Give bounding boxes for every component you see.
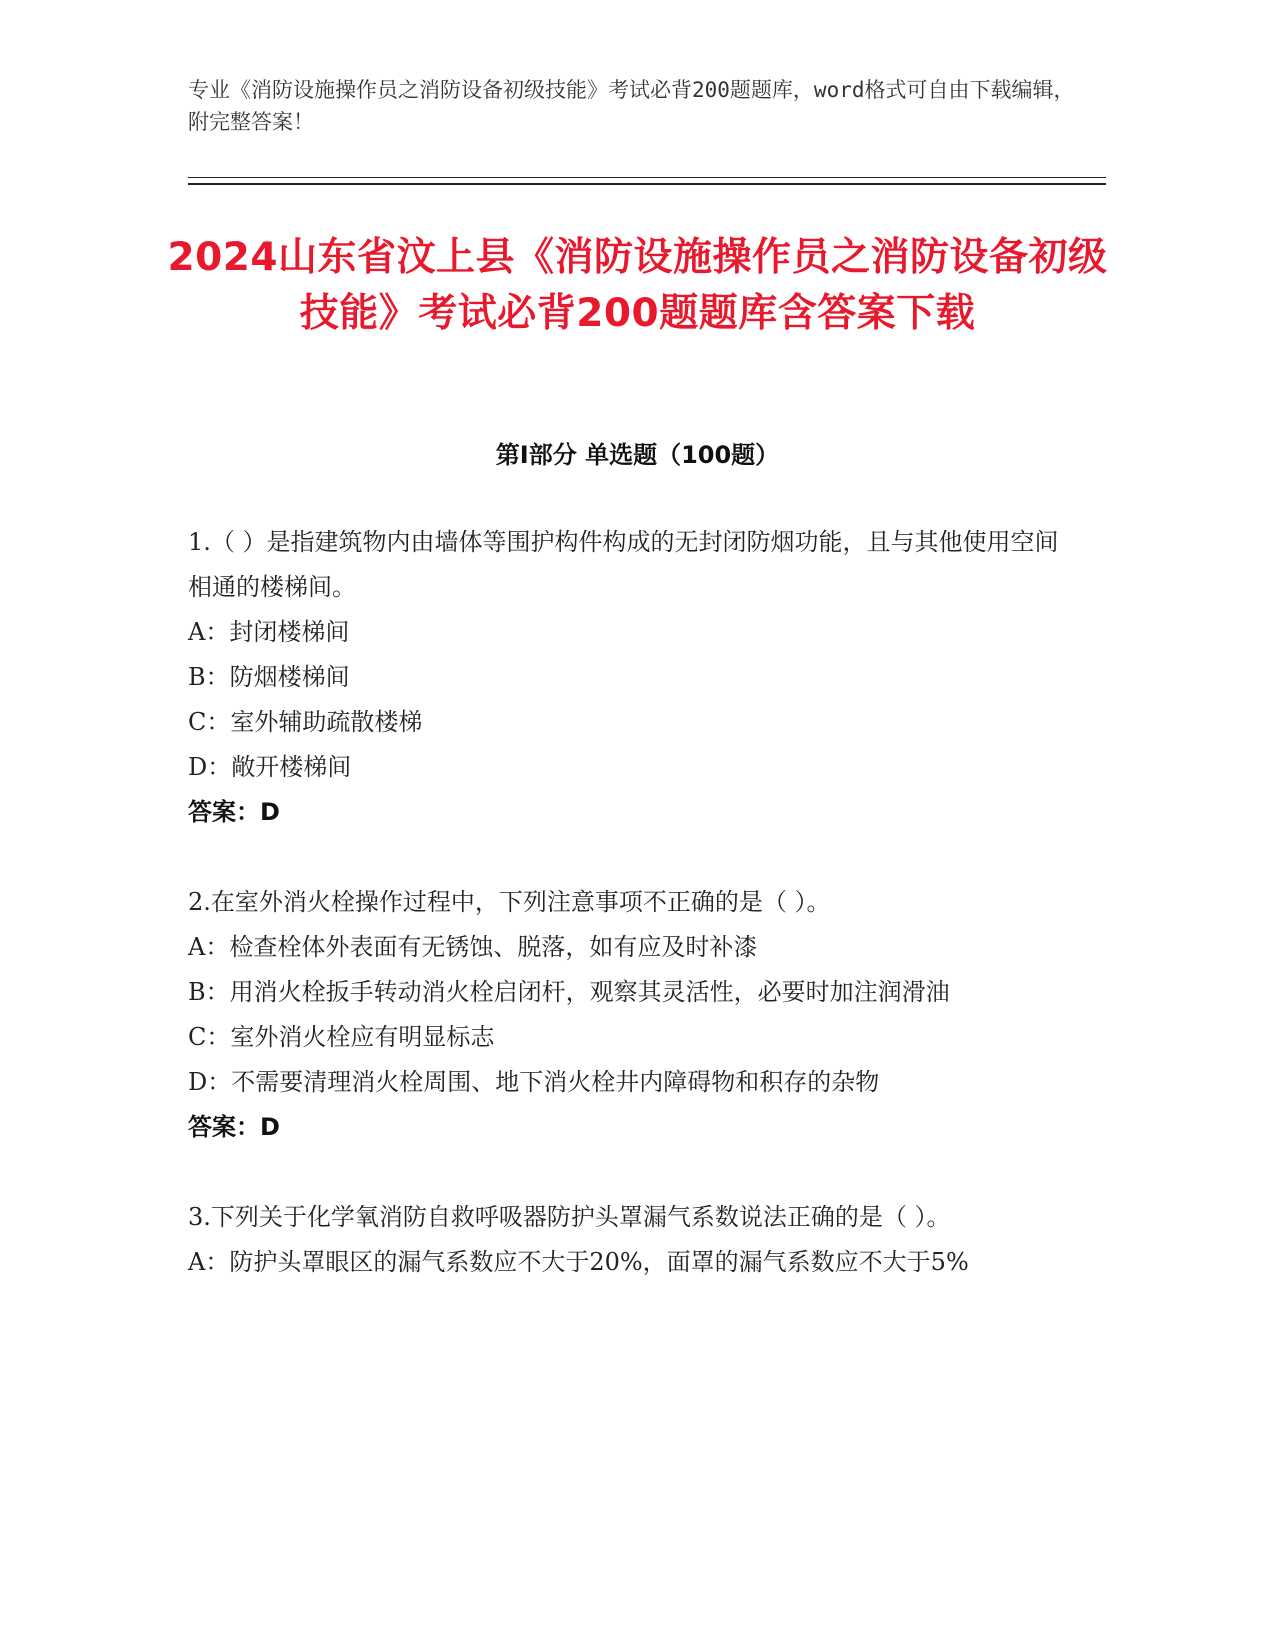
header-note: 专业《消防设施操作员之消防设备初级技能》考试必背200题题库，word格式可自由下载编辑，附完整答案！ (188, 78, 1075, 134)
question-option: A：封闭楼梯间 (188, 618, 350, 646)
question-option: C：室外消火栓应有明显标志 (188, 1023, 495, 1051)
question-answer: 答案：D (188, 1113, 280, 1141)
question-option: C：室外辅助疏散楼梯 (188, 708, 423, 736)
header-divider-thin (188, 177, 1106, 178)
question-item (188, 520, 1068, 835)
question-item (188, 880, 1068, 1150)
question-stem: 2.在室外消火栓操作过程中，下列注意事项不正确的是（ ）。 (188, 888, 831, 916)
document-title: 2024山东省汶上县《消防设施操作员之消防设备初级技能》考试必背200题题库含答案下载 (167, 235, 1108, 336)
question-stem: 1.（ ）是指建筑物内由墙体等围护构件构成的无封闭防烟功能，且与其他使用空间相通的楼梯间。 (188, 528, 1059, 601)
question-option: A：防护头罩眼区的漏气系数应不大于20%，面罩的漏气系数应不大于5% (188, 1248, 969, 1276)
question-stem: 3.下列关于化学氧消防自救呼吸器防护头罩漏气系数说法正确的是（ ）。 (188, 1203, 951, 1231)
question-option: B：用消火栓扳手转动消火栓启闭杆，观察其灵活性，必要时加注润滑油 (188, 978, 950, 1006)
question-list (188, 520, 1068, 1285)
question-option: B：防烟楼梯间 (188, 663, 350, 691)
question-answer: 答案：D (188, 798, 280, 826)
question-option: A：检查栓体外表面有无锈蚀、脱落，如有应及时补漆 (188, 933, 758, 961)
question-item (188, 1195, 1068, 1285)
header-divider-thick (188, 183, 1106, 185)
question-option: D：敞开楼梯间 (188, 753, 352, 781)
section-heading: 第I部分 单选题（100题） (495, 441, 780, 469)
question-option: D：不需要清理消火栓周围、地下消火栓井内障碍物和积存的杂物 (188, 1068, 880, 1096)
